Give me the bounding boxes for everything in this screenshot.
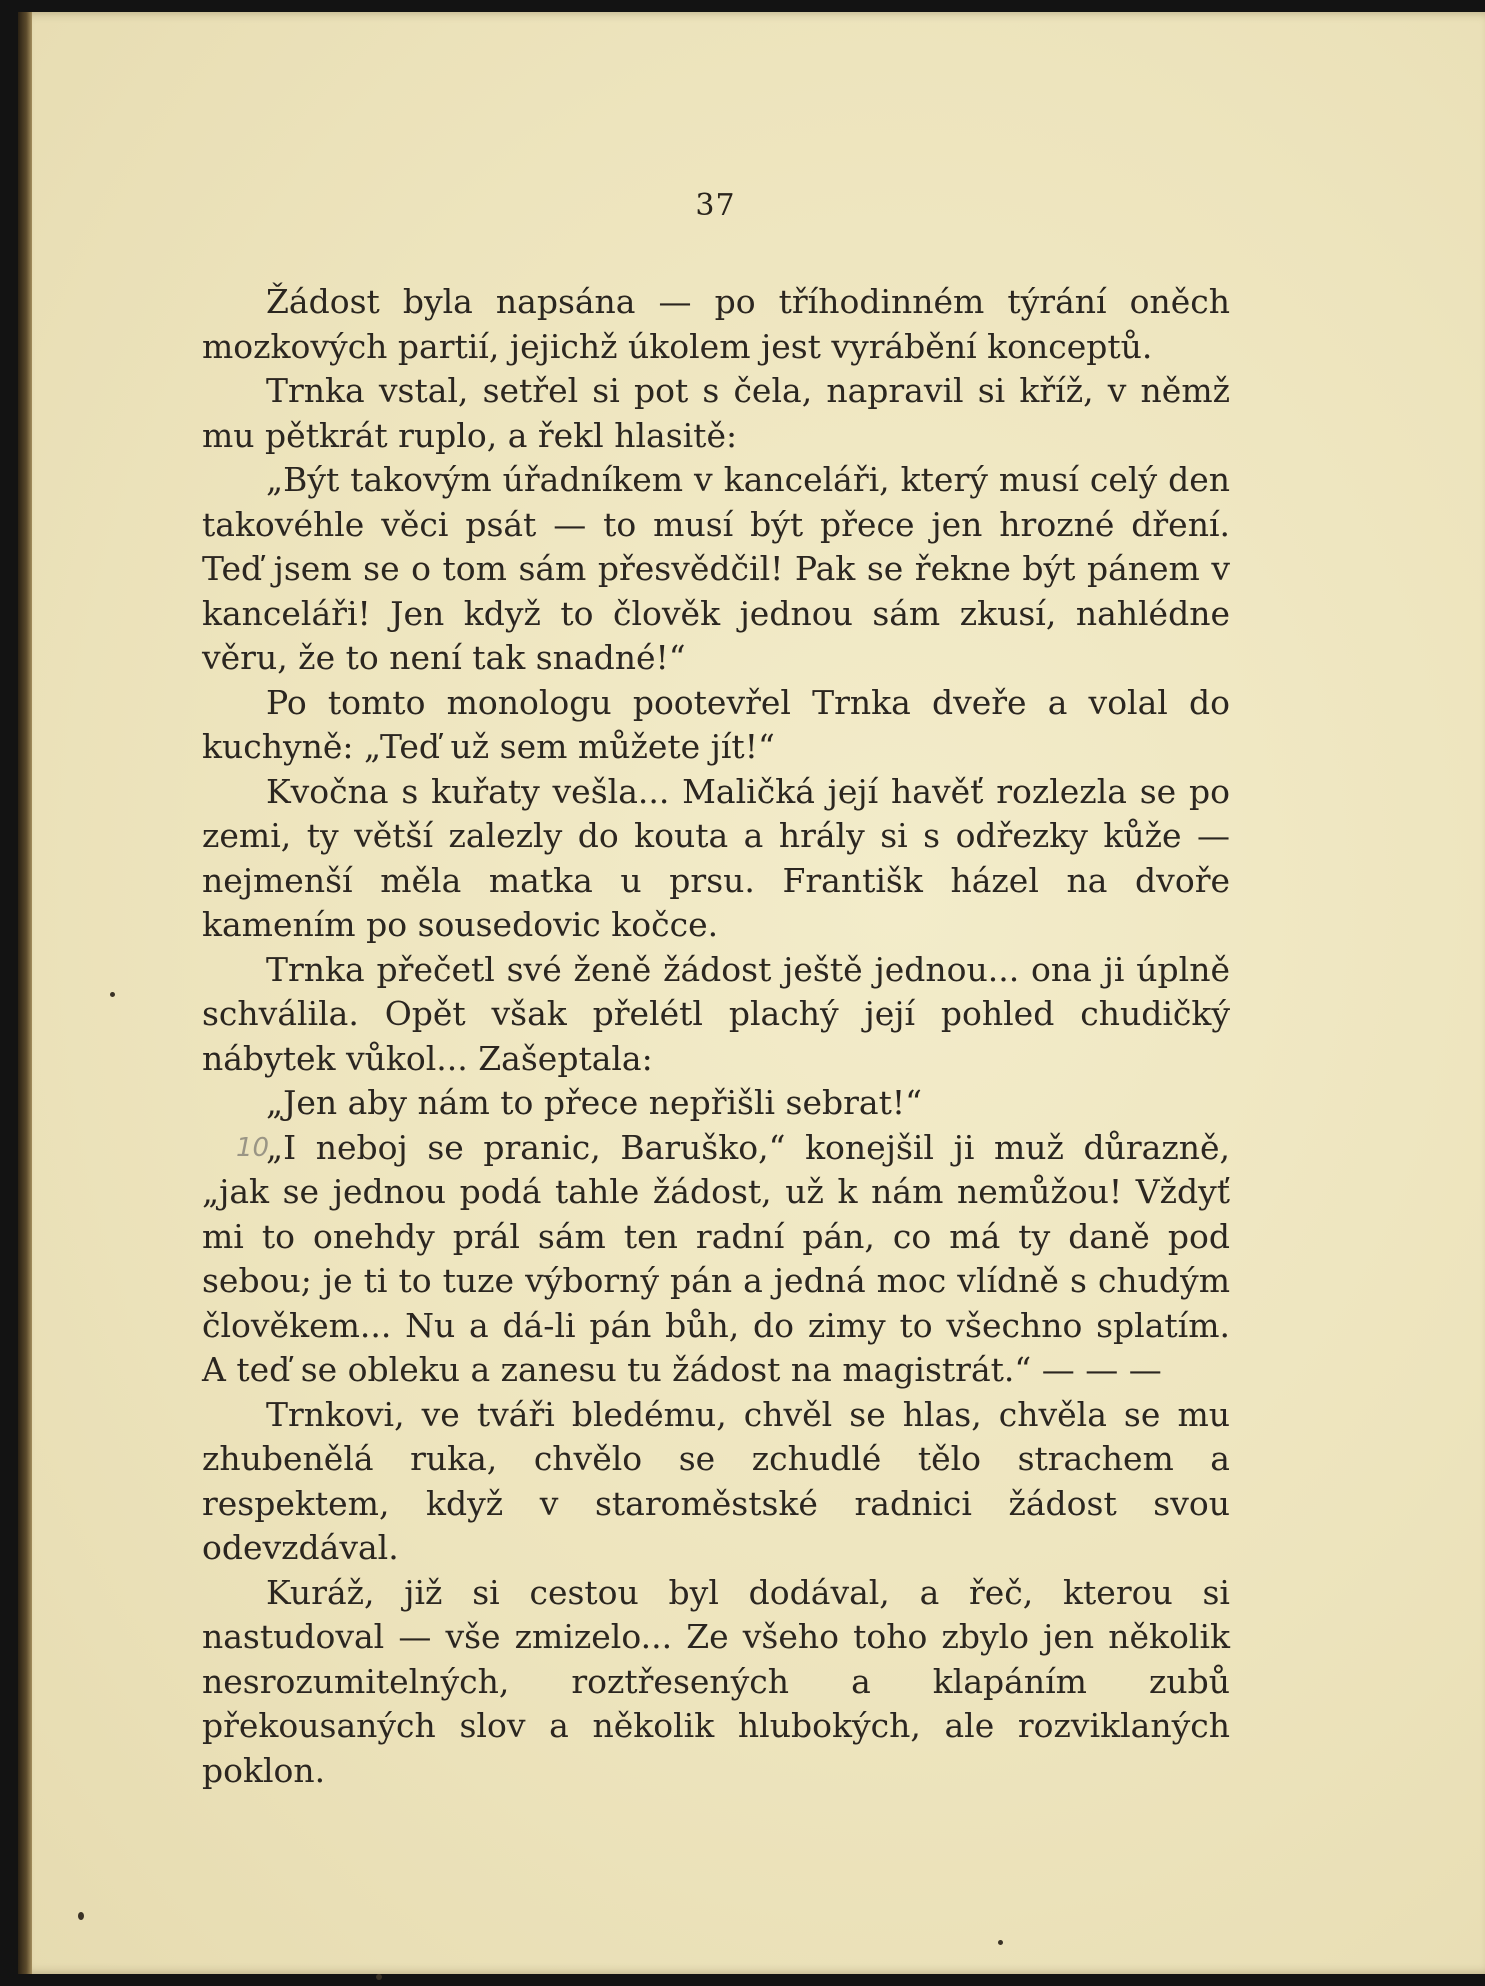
margin-annotation: 10: [236, 1133, 270, 1163]
paragraph-5: Kvočna s kuřaty vešla... Maličká její havěť rozlezla se po zemi, ty větší zalezly do kouta a hrály si s odřezky kůže — nejmenší měla matka u prsu. Františk házel na dvoře kamením po sousedovic kočce.: [202, 771, 1230, 944]
paragraph-3: „Být takovým úřadníkem v kanceláři, který musí celý den takovéhle věci psát — to musí být přece jen hrozné dření. Teď jsem se o tom sám přesvědčil! Pak se řekne být pánem v kanceláři! Jen když to člověk jednou sám zkusí, nahlédne věru, že to není tak snadné!“: [202, 460, 1230, 677]
paragraph-9: Trnkovi, ve tváři bledému, chvěl se hlas, chvěla se mu zhubenělá ruka, chvělo se zchudlé tělo strachem a respektem, když v staroměstské radnici žádost svou odevzdával.: [202, 1394, 1230, 1567]
paragraph-1: Žádost byla napsána — po tříhodinném týrání oněch mozkových partií, jejichž úkolem jest vyrábění konceptů.: [202, 282, 1230, 366]
paragraph-10: Kuráž, již si cestou byl dodával, a řeč, kterou si nastudoval — vše zmizelo... Ze všeho toho zbylo jen několik nesrozumitelných, roztřesených a klapáním zubů překousaných slov a několik hlubokých, ale rozviklaných poklon.: [202, 1572, 1230, 1790]
paragraph-4: Po tomto monologu pootevřel Trnka dveře a volal do kuchyně: „Teď už sem můžete jít!“: [202, 682, 1230, 766]
book-page: [18, 12, 1485, 1974]
paragraph-8: „I neboj se pranic, Baruško,“ konejšil ji muž důrazně, „jak se jednou podá tahle žádost, už k nám nemůžou! Vždyť mi to onehdy prál sám ten radní pán, co má ty daně pod sebou; je ti to tuze výborný pán a jedná moc vlídně s chudým člověkem... Nu a dá-li pán bůh, do zimy to všechno splatím. A teď se obleku a zanesu tu žádost na magistrát.“ — — —: [202, 1127, 1230, 1389]
paragraph-6: Trnka přečetl své ženě žádost ještě jednou... ona ji úplně schválila. Opět však přelétl plachý její pohled chudičký nábytek vůkol... Zašeptala:: [202, 949, 1230, 1078]
body-text: [202, 280, 1230, 1793]
paper-speck: [998, 1940, 1003, 1945]
book-spine-shadow: [18, 12, 32, 1974]
paragraph-2: Trnka vstal, setřel si pot s čela, napravil si kříž, v němž mu pětkrát ruplo, a řekl hlasitě:: [202, 371, 1230, 455]
page-number: 37: [695, 188, 736, 223]
paper-speck: [78, 1912, 84, 1920]
paper-speck: [376, 1974, 382, 1980]
paper-speck: [110, 992, 115, 997]
paragraph-7: „Jen aby nám to přece nepřišli sebrat!“: [266, 1083, 922, 1122]
